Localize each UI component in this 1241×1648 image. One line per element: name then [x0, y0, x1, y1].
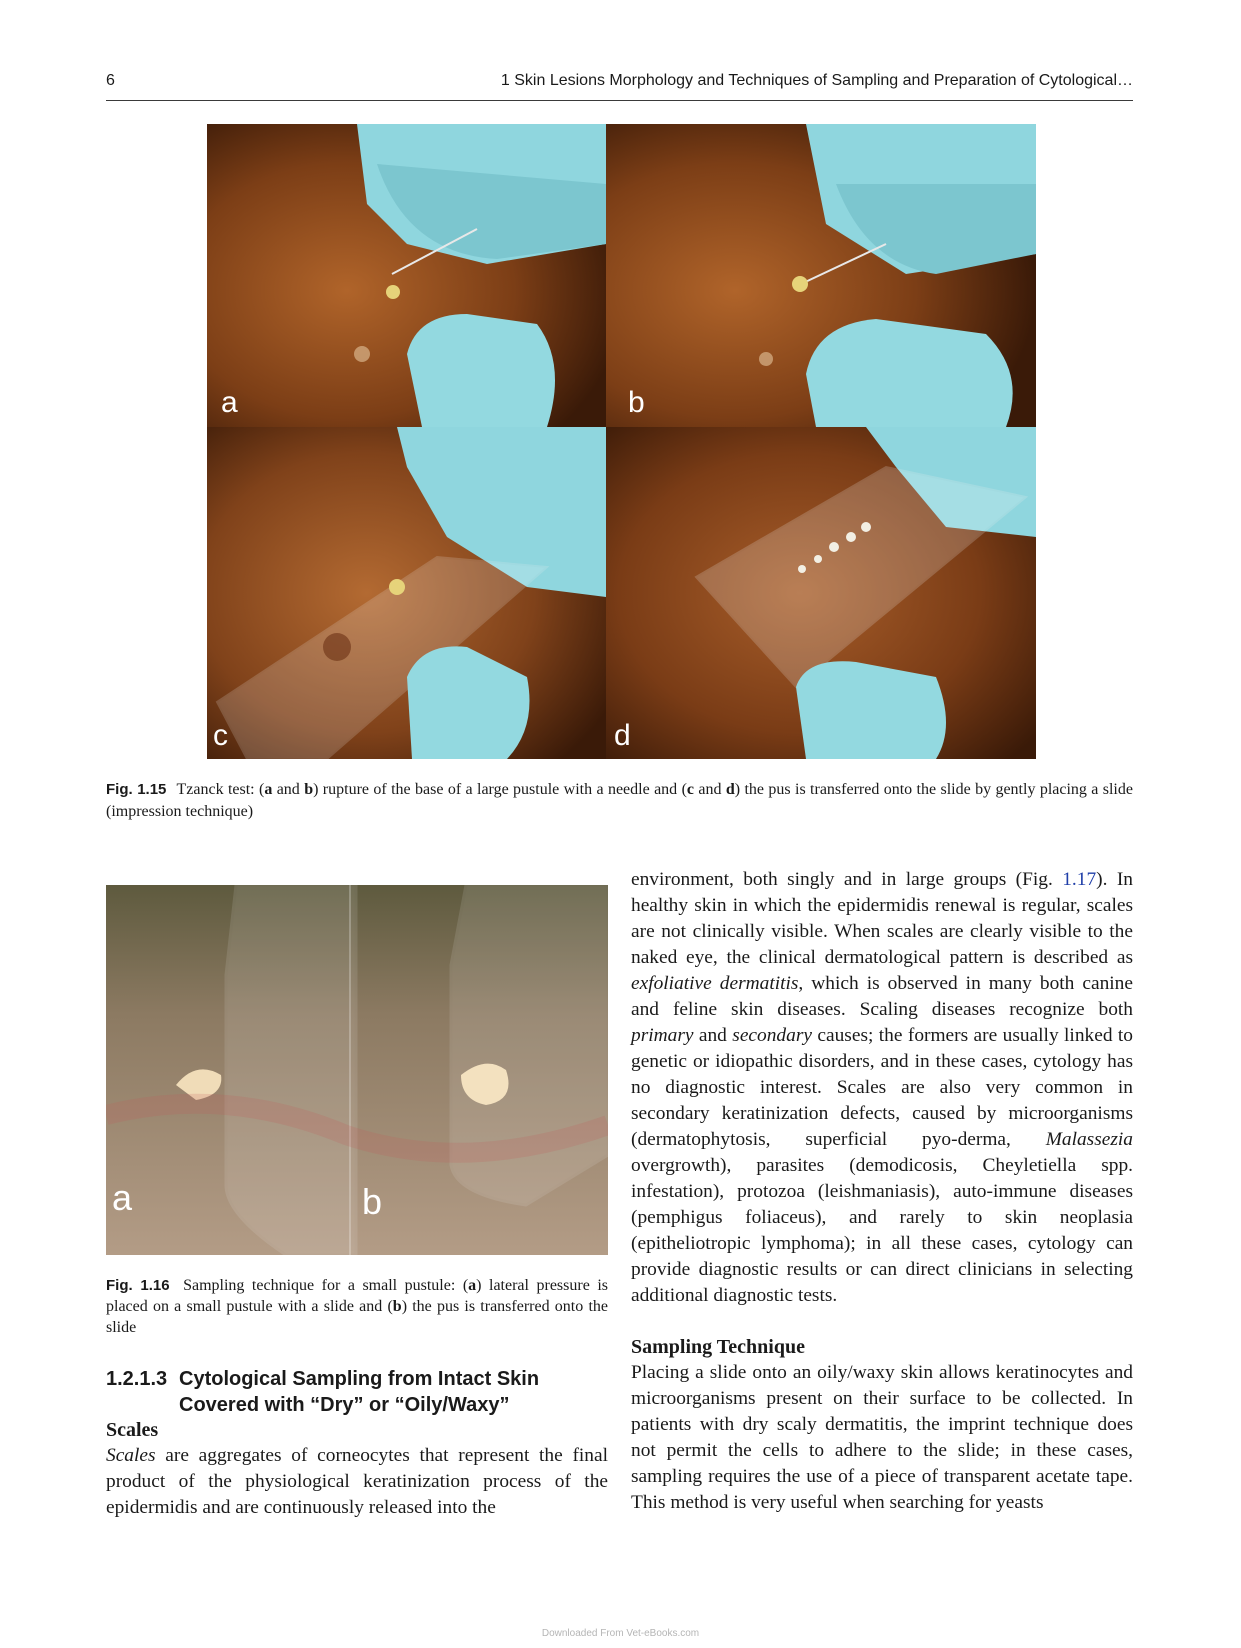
photo-needle-pustule-a [207, 124, 606, 427]
photo-slide-impression-c [207, 427, 606, 759]
figure-1-15-panel-b [606, 124, 1036, 427]
paragraph-text: causes; the formers are usually linked to genetic or idiopathic disorders, and in these cases, cytology has no diagnostic interest. Scales are also very common in secondary keratinization defects, caused by microorganisms (dermatophytosis, superficial pyo-derma, [631, 1025, 1133, 1150]
paragraph-sampling-technique: Placing a slide onto an oily/waxy skin allows keratinocytes and microorganisms present on their surface to be collected. In patients with dry scaly dermatitis, the imprint technique does not permit the cells to adhere to the slide; in these cases, sampling requires the use of a piece of transparent acetate tape. This method is very useful when searching for yeasts [631, 1362, 1133, 1513]
caption-text: ) lateral pressure is placed on a small pustule with a slide and ( [106, 1277, 609, 1315]
figure-1-15-caption [106, 779, 1133, 823]
caption-panel-ref: a [468, 1277, 477, 1294]
section-title-line2: Covered with “Dry” or “Oily/Waxy” [179, 1394, 510, 1416]
running-title: 1 Skin Lesions Morphology and Techniques of Sampling and Preparation of Cytological… [500, 72, 1133, 89]
italic-term: exfoliative dermatitis [631, 973, 799, 994]
subheading-sampling-technique: Sampling Technique [631, 1336, 805, 1358]
figure-1-16 [106, 885, 608, 1255]
caption-panel-ref: c [686, 781, 695, 798]
section-title-line1: Cytological Sampling from Intact Skin [179, 1368, 540, 1390]
paragraph-text: and [693, 1025, 733, 1046]
figure-1-16-caption [106, 1275, 608, 1338]
italic-term: primary [631, 1025, 694, 1046]
caption-panel-ref: b [392, 1298, 402, 1315]
paragraph-scales [106, 1443, 608, 1521]
panel-label-b: b [362, 1181, 383, 1222]
figure-1-15-panel-a [207, 124, 606, 427]
left-column [106, 1417, 608, 1521]
photo-slide-small-pustule [106, 885, 608, 1255]
italic-term: secondary [732, 1025, 812, 1046]
paragraph-text: , which is observed in many both canine and feline skin diseases. Scaling diseases recognize both [631, 973, 1133, 1020]
caption-panel-ref: a [264, 781, 273, 798]
panel-label-b: b [628, 386, 645, 419]
figure-1-15 [207, 124, 1036, 759]
caption-text: Tzanck test: ( [176, 781, 265, 798]
photo-slide-impression-d [606, 427, 1036, 759]
caption-text: Sampling technique for a small pustule: ( [183, 1277, 469, 1294]
italic-term: Malassezia [1045, 1129, 1133, 1150]
paragraph-text: environment, both singly and in large groups (Fig. [631, 869, 1063, 890]
section-heading [106, 1366, 606, 1418]
section-number: 1.2.1.3 [106, 1368, 168, 1390]
figure-label: Fig. 1.16 [106, 1277, 170, 1294]
caption-text: and [694, 781, 726, 798]
subheading-scales: Scales [106, 1419, 159, 1441]
panel-label-d: d [614, 719, 631, 752]
caption-text: and [272, 781, 305, 798]
caption-text: ) the pus is transferred onto the slide [106, 1298, 608, 1336]
figure-1-15-panel-c [207, 427, 606, 759]
caption-text: ) the pus is transferred onto the slide by gently placing a slide (impression technique) [106, 781, 1133, 820]
figure-ref-link[interactable]: 1.17 [1062, 869, 1097, 890]
caption-panel-ref: b [304, 781, 314, 798]
paragraph-text: ). In healthy skin in which the epidermidis renewal is regular, scales are not clinically visible. When scales are clearly visible to the naked eye, the clinical dermatological pattern is described as [631, 869, 1133, 968]
panel-label-a: a [221, 386, 238, 419]
caption-panel-ref: d [725, 781, 735, 798]
photo-needle-pustule-b [606, 124, 1036, 427]
paragraph-scales-continued [631, 867, 1133, 1309]
figure-label: Fig. 1.15 [106, 781, 167, 798]
running-header [106, 70, 1133, 101]
panel-label-c: c [213, 719, 228, 752]
paragraph-text: overgrowth), parasites (demodicosis, Cheyletiella spp. infestation), protozoa (leishmaniasis), auto-immune diseases (pemphigus foliaceus), and rarely to skin neoplasia (epitheliotropic lymphoma); in all these cases, cytology can provide diagnostic results or can direct clinicians in selecting additional diagnostic tests. [631, 1155, 1133, 1306]
paragraph-text: are aggregates of corneocytes that represent the final product of the physiological keratinization process of the epidermidis and are continuously released into the [106, 1445, 608, 1518]
panel-label-a: a [112, 1177, 133, 1218]
italic-term: Scales [106, 1445, 156, 1466]
footer-watermark: Downloaded From Vet-eBooks.com [541, 1628, 700, 1639]
caption-text: ) rupture of the base of a large pustule with a needle and ( [313, 781, 687, 798]
page-number: 6 [106, 72, 115, 89]
figure-1-15-panel-d [606, 427, 1036, 759]
right-column [631, 867, 1133, 1516]
